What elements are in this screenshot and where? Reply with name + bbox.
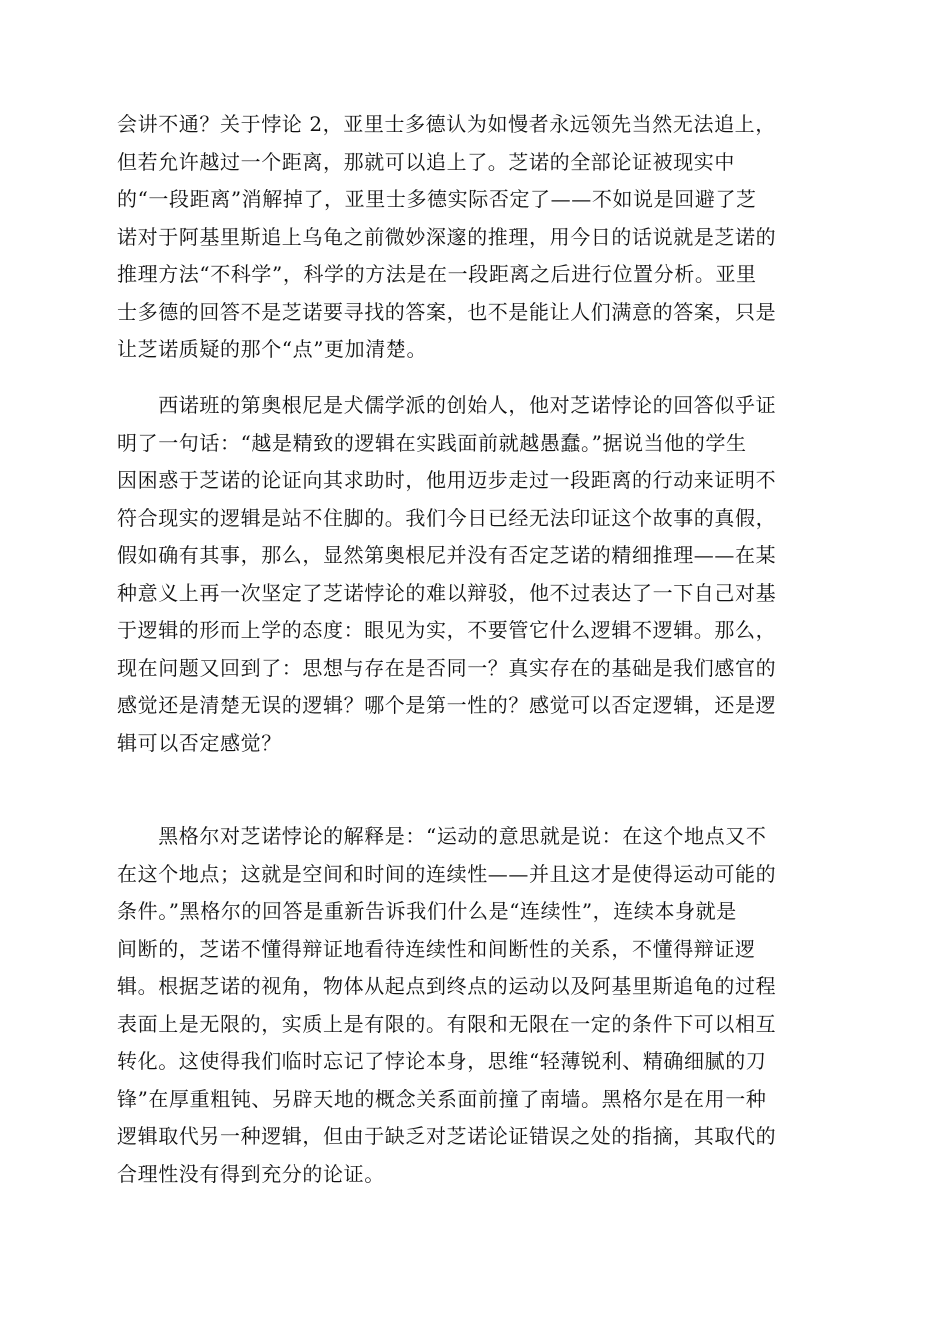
text-line: 辑可以否定感觉？: [117, 730, 282, 755]
text-line: 现在问题又回到了：思想与存在是否同一？真实存在的基础是我们感官的: [117, 655, 777, 680]
text-line: 于逻辑的形而上学的态度：眼见为实，不要管它什么逻辑不逻辑。那么，: [117, 618, 777, 642]
text-line: 让芝诺质疑的那个“点”更加清楚。: [117, 337, 428, 361]
paragraph-diogenes: [117, 387, 833, 762]
text-line: 但若允许越过一个距离，那就可以追上了。芝诺的全部论证被现实中: [117, 149, 735, 174]
text-line: 转化。这使得我们临时忘记了悖论本身，思维“轻薄锐利、精确细腻的刀: [117, 1049, 767, 1073]
text-line: 西诺班的第奥根尼是犬儒学派的创始人，他对芝诺悖论的回答似乎证: [117, 393, 777, 417]
text-line: 符合现实的逻辑是站不住脚的。我们今日已经无法印证这个故事的真假，: [117, 505, 777, 530]
text-line: 种意义上再一次坚定了芝诺悖论的难以辩驳，他不过表达了一下自己对基: [117, 580, 777, 605]
text-line: 锋”在厚重粗钝、另辟天地的概念关系面前撞了南墙。黑格尔是在用一种: [117, 1086, 767, 1111]
text-line: 表面上是无限的，实质上是有限的。有限和无限在一定的条件下可以相互: [117, 1011, 777, 1036]
text-line: 间断的，芝诺不懂得辩证地看待连续性和间断性的关系，不懂得辩证逻: [117, 936, 756, 961]
text-line: 辑。根据芝诺的视角，物体从起点到终点的运动以及阿基里斯追龟的过程: [117, 974, 777, 998]
text-line: 假如确有其事，那么，显然第奥根尼并没有否定芝诺的精细推理——在某: [117, 543, 777, 567]
text-line: 合理性没有得到充分的论证。: [117, 1161, 385, 1186]
text-line: 士多德的回答不是芝诺要寻找的答案，也不是能让人们满意的答案，只是: [117, 299, 777, 324]
text-line: 推理方法“不科学”，科学的方法是在一段距离之后进行位置分析。亚里: [117, 262, 757, 286]
text-line: 因困惑于芝诺的论证向其求助时，他用迈步走过一段距离的行动来证明不: [117, 468, 777, 492]
text-line: 感觉还是清楚无误的逻辑？哪个是第一性的？感觉可以否定逻辑，还是逻: [117, 693, 777, 717]
text-line: 诺对于阿基里斯追上乌龟之前微妙深邃的推理，用今日的话说就是芝诺的: [117, 224, 777, 249]
text-line: 的“一段距离”消解掉了，亚里士多德实际否定了——不如说是回避了芝: [117, 187, 757, 211]
paragraph-hegel: [117, 818, 833, 1193]
text-line: 逻辑取代另一种逻辑，但由于缺乏对芝诺论证错误之处的指摘，其取代的: [117, 1124, 777, 1148]
text-line: 在这个地点；这就是空间和时间的连续性——并且这才是使得运动可能的: [117, 861, 777, 886]
paragraph-aristotle: [117, 106, 833, 369]
text-line: 黑格尔对芝诺悖论的解释是：“运动的意思就是说：在这个地点又不: [117, 824, 767, 848]
text-line: 明了一句话：“越是精致的逻辑在实践面前就越愚蠢。”据说当他的学生: [117, 430, 747, 455]
text-line: 会讲不通？关于悖论 2，亚里士多德认为如慢者永远领先当然无法追上，: [117, 112, 776, 136]
text-line: 条件。”黑格尔的回答是重新告诉我们什么是“连续性”，连续本身就是: [117, 899, 737, 923]
